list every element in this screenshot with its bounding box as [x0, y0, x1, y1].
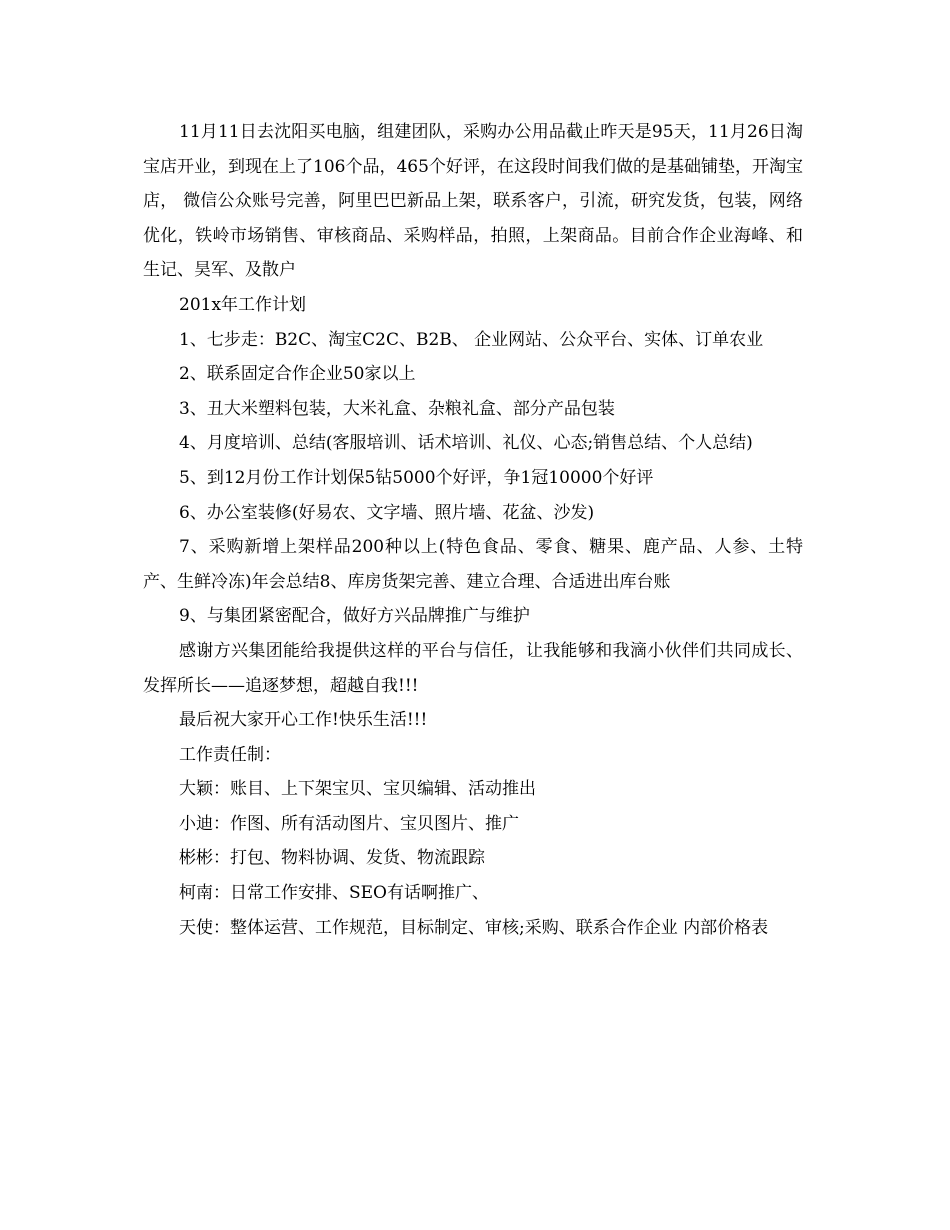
- responsibility-item: 大颖：账目、上下架宝贝、宝贝编辑、活动推出: [179, 779, 536, 800]
- plan-item-1: 1、七步走：B2C、淘宝C2C、B2B、 企业网站、公众平台、实体、订单农业: [179, 329, 764, 350]
- plan-item-2: 2、联系固定合作企业50家以上: [179, 364, 416, 385]
- paragraph-thanks: 感谢方兴集团能给我提供这样的平台与信任，让我能够和我滴小伙伴们共同成长、发挥所长——追逐梦想，超越自我!!!: [143, 640, 803, 696]
- paragraph-plan-heading: 201x年工作计划: [179, 294, 307, 315]
- responsibility-item: 彬彬：打包、物料协调、发货、物流跟踪: [179, 848, 485, 869]
- responsibility-heading: 工作责任制：: [179, 744, 281, 765]
- responsibility-item: 天使：整体运营、工作规范，目标制定、审核;采购、联系合作企业 内部价格表: [179, 917, 769, 938]
- plan-item-3: 3、丑大米塑料包装，大米礼盒、杂粮礼盒、部分产品包装: [179, 398, 615, 419]
- responsibility-item: 小迪：作图、所有活动图片、宝贝图片、推广: [179, 813, 519, 834]
- document-body: [143, 115, 803, 945]
- plan-item-6: 6、办公室装修(好易农、文字墙、照片墙、花盆、沙发): [179, 502, 595, 523]
- responsibility-item: 柯南：日常工作安排、SEO有话啊推广、: [179, 883, 489, 904]
- paragraph-wishes: 最后祝大家开心工作!快乐生活!!!: [179, 710, 428, 731]
- plan-item-7-8: 7、采购新增上架样品200种以上(特色食品、零食、糖果、鹿产品、人参、土特产、生鲜冷冻)年会总结8、库房货架完善、建立合理、合适进出库台账: [143, 537, 803, 592]
- plan-item-5: 5、到12月份工作计划保5钻5000个好评，争1冠10000个好评: [179, 467, 654, 488]
- paragraph-summary: 11月11日去沈阳买电脑，组建团队，采购办公用品截止昨天是95天，11月26日淘宝店开业，到现在上了106个品，465个好评，在这段时间我们做的是基础铺垫，开淘宝店， 微信公众账号完善，阿里巴巴新品上架，联系客户，引流，研究发货，包装，网络优化，铁岭市场销售、审核商品、采购样品，拍照，上架商品。目前合作企业海峰、和生记、昊军、及散户: [143, 122, 803, 281]
- plan-item-4: 4、月度培训、总结(客服培训、话术培训、礼仪、心态;销售总结、个人总结): [179, 433, 753, 454]
- plan-item-9: 9、与集团紧密配合，做好方兴品牌推广与维护: [179, 606, 530, 627]
